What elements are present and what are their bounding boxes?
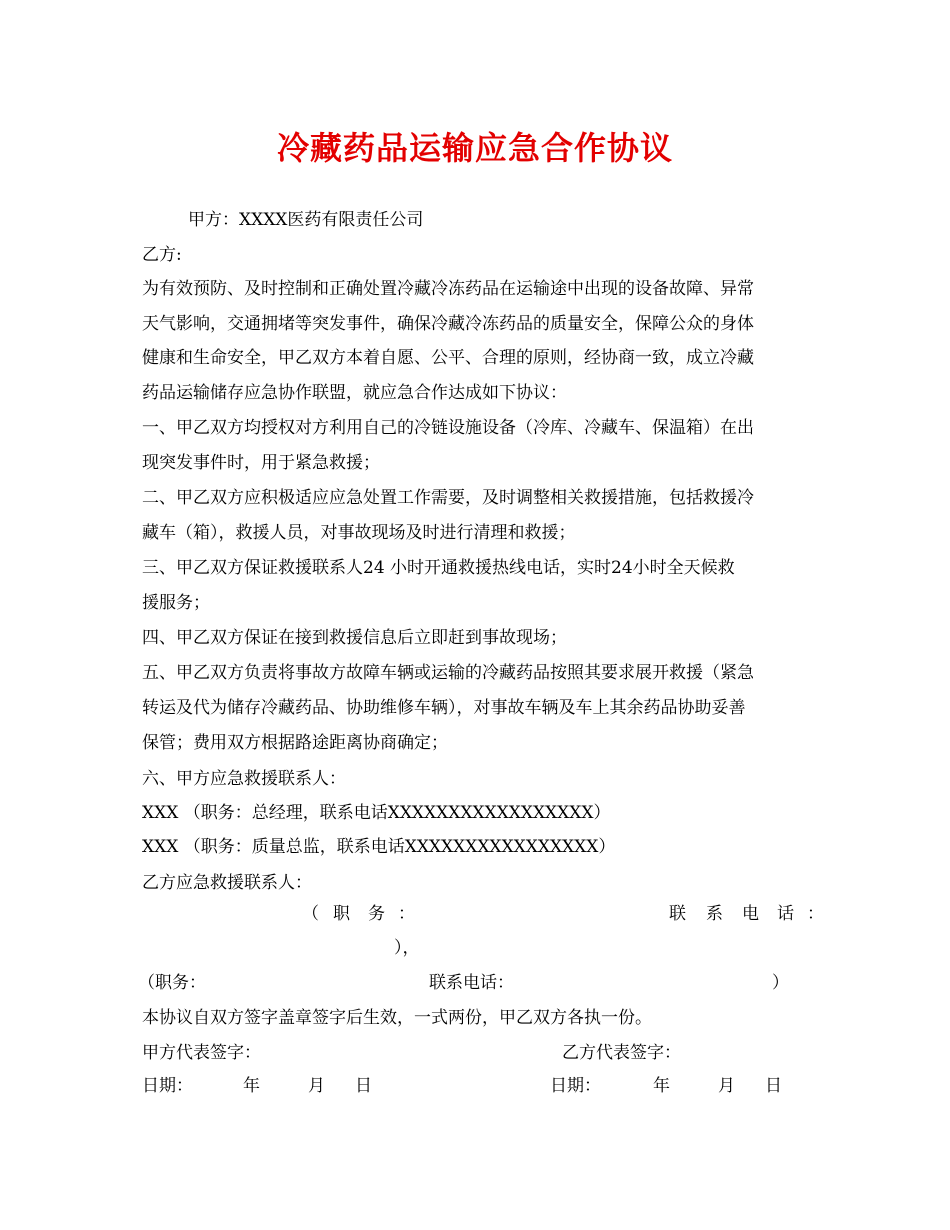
contacts-b-heading: 乙方应急救援联系人： xyxy=(142,873,312,893)
month-label-a: 月 xyxy=(308,1076,325,1096)
open-paren: （ xyxy=(302,904,319,924)
day-label-a: 日 xyxy=(355,1076,372,1096)
contact-b-line-1 xyxy=(0,903,950,925)
date-line xyxy=(0,1075,950,1097)
contact-a-line: XXX （职务：总经理，联系电话XXXXXXXXXXXXXXXXX） xyxy=(142,803,611,823)
contact-b-close: ）， xyxy=(394,938,420,958)
close-paren: ） xyxy=(772,973,789,993)
contact-b-line-2 xyxy=(0,972,950,994)
document-title: 冷藏药品运输应急合作协议 xyxy=(276,129,673,167)
contact-a-line: XXX （职务：质量总监，联系电话XXXXXXXXXXXXXXXX） xyxy=(142,837,616,857)
intro-line: 为有效预防、及时控制和正确处置冷藏冷冻药品在运输途中出现的设备故障、异常 xyxy=(142,279,754,299)
duty-colon: ： xyxy=(398,904,415,924)
clause-line: 藏车（箱），救援人员，对事故现场及时进行清理和救援； xyxy=(142,523,576,543)
clause-line: 援服务； xyxy=(142,593,210,613)
date-label-a: 日期： xyxy=(142,1076,193,1096)
clause-line: 现突发事件时，用于紧急救援； xyxy=(142,453,380,473)
clause-line: 五、甲乙双方负责将事故方故障车辆或运输的冷藏药品按照其要求展开救援（紧急 xyxy=(142,663,754,683)
clause-line: 保管；费用双方根据路途距离协商确定； xyxy=(142,733,448,753)
clause-line: 二、甲乙双方应积极适应应急处置工作需要，及时调整相关救援措施，包括救援冷 xyxy=(142,488,754,508)
duty-char: 务 xyxy=(368,904,385,924)
clause-line: 一、甲乙双方均授权对方利用自己的冷链设施设备（冷库、冷藏车、保温箱）在出 xyxy=(142,418,754,438)
party-a-line: 甲方：XXXX医药有限责任公司 xyxy=(188,210,424,230)
clause-line: 四、甲乙双方保证在接到救援信息后立即赶到事故现场； xyxy=(142,628,567,648)
year-label-b: 年 xyxy=(653,1076,670,1096)
sign-b-label: 乙方代表签字： xyxy=(562,1043,681,1063)
party-b-line: 乙方: xyxy=(142,245,182,265)
clause-line: 三、甲乙双方保证救援联系人24 小时开通救援热线电话，实时24小时全天候救 xyxy=(142,558,735,578)
year-label-a: 年 xyxy=(243,1076,260,1096)
effective-clause: 本协议自双方签字盖章签字后生效，一式两份，甲乙双方各执一份。 xyxy=(142,1008,652,1028)
phone-label: 联系电话： xyxy=(429,973,514,993)
clause-line: 转运及代为储存冷藏药品、协助维修车辆），对事故车辆及车上其余药品协助妥善 xyxy=(142,698,746,718)
intro-line: 药品运输储存应急协作联盟，就应急合作达成如下协议： xyxy=(142,383,567,403)
date-label-b: 日期： xyxy=(550,1076,601,1096)
phone-colon: ： xyxy=(807,904,824,924)
phone-char: 电 xyxy=(742,904,759,924)
duty-char: 职 xyxy=(333,904,350,924)
day-label-b: 日 xyxy=(765,1076,782,1096)
phone-char: 系 xyxy=(706,904,723,924)
intro-line: 天气影响，交通拥堵等突发事件，确保冷藏冷冻药品的质量安全，保障公众的身体 xyxy=(142,314,754,334)
month-label-b: 月 xyxy=(718,1076,735,1096)
phone-char: 联 xyxy=(669,904,686,924)
duty-label: （职务： xyxy=(138,973,206,993)
contacts-a-heading: 六、甲方应急救援联系人： xyxy=(142,769,346,789)
sign-a-label: 甲方代表签字： xyxy=(142,1043,261,1063)
phone-char: 话 xyxy=(777,904,794,924)
intro-line: 健康和生命安全，甲乙双方本着自愿、公平、合理的原则，经协商一致，成立冷藏 xyxy=(142,348,754,368)
